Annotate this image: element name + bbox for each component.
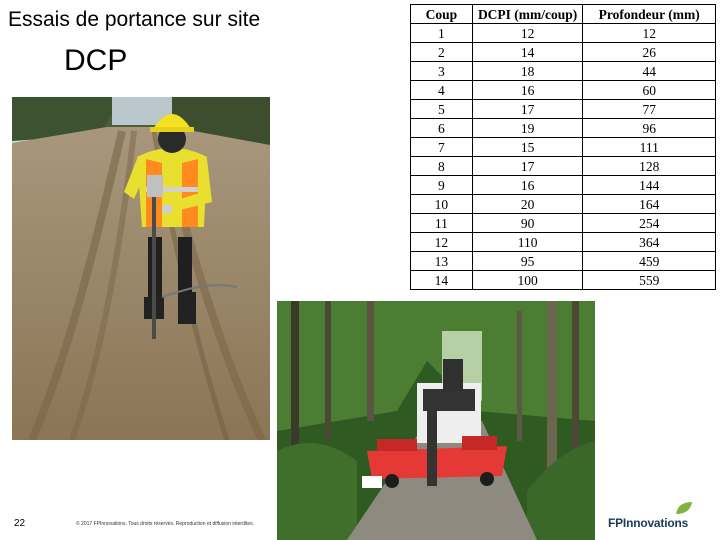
table-row (411, 214, 716, 233)
table-header-row (411, 5, 716, 24)
table-row (411, 24, 716, 43)
cell-dcpi: 17 (472, 100, 583, 119)
logo-leaf-icon (674, 500, 694, 516)
cell-profondeur: 111 (583, 138, 716, 157)
table-row (411, 176, 716, 195)
cell-dcpi: 110 (472, 233, 583, 252)
table-row (411, 62, 716, 81)
slide-title: Essais de portance sur site (8, 8, 261, 31)
cell-coup: 10 (411, 195, 473, 214)
cell-profondeur: 96 (583, 119, 716, 138)
logo-text: FPInnovations (608, 516, 689, 530)
cell-profondeur: 128 (583, 157, 716, 176)
cell-dcpi: 12 (472, 24, 583, 43)
slide-subtitle: DCP (64, 44, 128, 77)
cell-profondeur: 164 (583, 195, 716, 214)
header-coup: Coup (411, 5, 473, 24)
cell-profondeur: 364 (583, 233, 716, 252)
cell-dcpi: 20 (472, 195, 583, 214)
table-row (411, 138, 716, 157)
cell-profondeur: 12 (583, 24, 716, 43)
cell-coup: 6 (411, 119, 473, 138)
cell-coup: 3 (411, 62, 473, 81)
table-row (411, 271, 716, 290)
cell-coup: 2 (411, 43, 473, 62)
cell-coup: 14 (411, 271, 473, 290)
cell-dcpi: 19 (472, 119, 583, 138)
table-row (411, 100, 716, 119)
trailer-photo-illustration (277, 301, 595, 540)
cell-profondeur: 60 (583, 81, 716, 100)
cell-dcpi: 14 (472, 43, 583, 62)
table-body (411, 24, 716, 290)
cell-dcpi: 15 (472, 138, 583, 157)
cell-coup: 8 (411, 157, 473, 176)
fpinnovations-logo (608, 500, 708, 534)
table-row (411, 119, 716, 138)
cell-dcpi: 16 (472, 176, 583, 195)
cell-coup: 11 (411, 214, 473, 233)
cell-dcpi: 100 (472, 271, 583, 290)
cell-profondeur: 44 (583, 62, 716, 81)
header-profondeur: Profondeur (mm) (583, 5, 716, 24)
cell-profondeur: 26 (583, 43, 716, 62)
table-row (411, 252, 716, 271)
cell-profondeur: 144 (583, 176, 716, 195)
cell-profondeur: 77 (583, 100, 716, 119)
cell-coup: 7 (411, 138, 473, 157)
table-row (411, 157, 716, 176)
trailer-forest-photo (277, 301, 595, 540)
table-row (411, 233, 716, 252)
page-number: 22 (14, 518, 26, 529)
cell-coup: 12 (411, 233, 473, 252)
dcp-data-table (410, 4, 716, 290)
dcp-photo-illustration (12, 97, 270, 440)
cell-coup: 5 (411, 100, 473, 119)
table-row (411, 195, 716, 214)
cell-dcpi: 18 (472, 62, 583, 81)
cell-profondeur: 459 (583, 252, 716, 271)
header-dcpi: DCPI (mm/coup) (472, 5, 583, 24)
table-row (411, 81, 716, 100)
copyright-notice: © 2017 FPInnovations. Tous droits réservés. Reproduction et diffusion interdites. (76, 521, 255, 527)
cell-profondeur: 559 (583, 271, 716, 290)
cell-coup: 1 (411, 24, 473, 43)
cell-profondeur: 254 (583, 214, 716, 233)
cell-coup: 13 (411, 252, 473, 271)
dcp-field-photo (12, 97, 270, 440)
cell-dcpi: 95 (472, 252, 583, 271)
cell-coup: 4 (411, 81, 473, 100)
cell-coup: 9 (411, 176, 473, 195)
cell-dcpi: 16 (472, 81, 583, 100)
cell-dcpi: 17 (472, 157, 583, 176)
table-row (411, 43, 716, 62)
cell-dcpi: 90 (472, 214, 583, 233)
